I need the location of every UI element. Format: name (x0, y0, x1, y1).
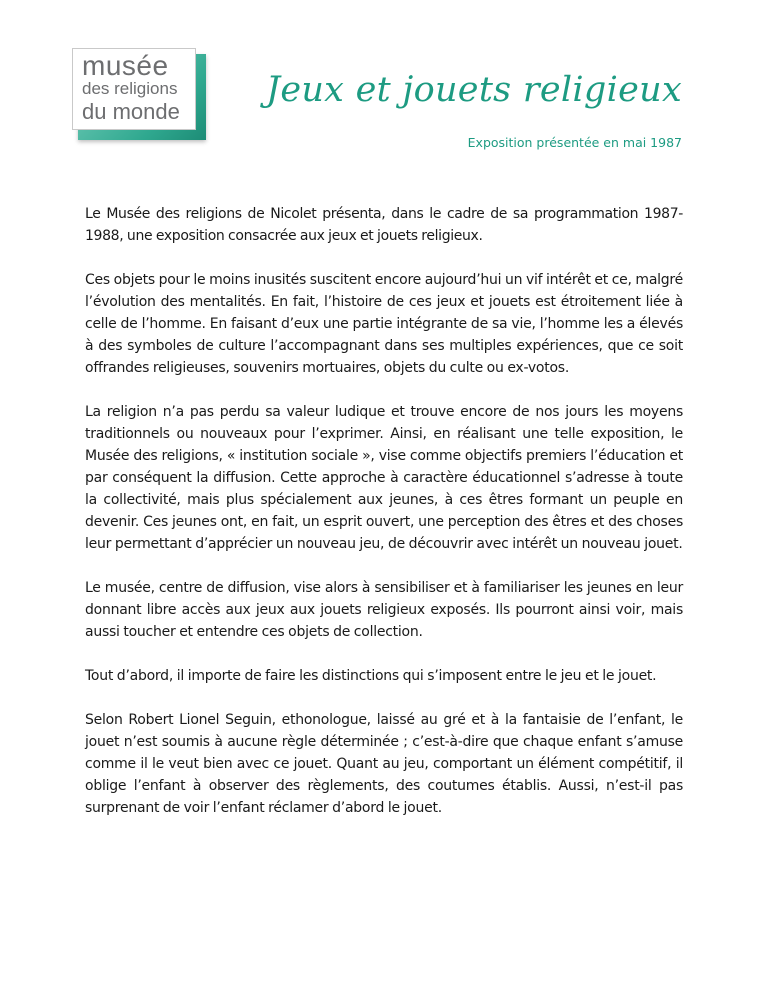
logo-line-2: des religions (82, 79, 178, 98)
paragraph-5: Tout d’abord, il importe de faire les distinctions qui s’imposent entre le jeu et le jouet. (85, 668, 657, 684)
logo-box (72, 48, 196, 130)
paragraph-1: Le Musée des religions de Nicolet présenta, dans le cadre de sa programmation 1987-1988, une exposition consacrée aux jeux et jouets religieux. (85, 206, 683, 244)
page-title: Jeux et jouets religieux (265, 70, 682, 110)
page-subtitle: Exposition présentée en mai 1987 (467, 135, 682, 150)
paragraph-4: Le musée, centre de diffusion, vise alors à sensibiliser et à familiariser les jeunes en leur donnant libre accès aux jeux aux jouets religieux exposés. Ils pourront ainsi voir, mais aussi toucher et entendre ces objets de collection. (85, 580, 683, 640)
logo-line-3: du monde (82, 99, 180, 124)
paragraph-2: Ces objets pour le moins inusités suscitent encore aujourd’hui un vif intérêt et ce, malgré l’évolution des mentalités. En fait, l’histoire de ces jeux et jouets est étroitement liée à celle de l’homme. En faisant d’eux une partie intégrante de sa vie, l’homme les a élevés à des symboles de culture l’accompagnant dans ses multiples expériences, que ce soit offrandes religieuses, souvenirs mortuaires, objets du culte ou ex-votos. (85, 272, 683, 376)
logo-line-1: musée (82, 50, 169, 81)
paragraph-3: La religion n’a pas perdu sa valeur ludique et trouve encore de nos jours les moyens traditionnels ou nouveaux pour l’exprimer. Ainsi, en réalisant une telle exposition, le Musée des religions, « institution sociale », vise comme objectifs premiers l’éducation et par conséquent la diffusion. Cette approche à caractère éducationnel s’adresse à toute la collectivité, mais plus spécialement aux jeunes, à ces êtres formant un peuple en devenir. Ces jeunes ont, en fait, un esprit ouvert, une perception des êtres et des choses leur permettant d’apprécier un nouveau jeu, de découvrir avec intérêt un nouveau jouet. (85, 404, 683, 552)
paragraph-6: Selon Robert Lionel Seguin, ethonologue, laissé au gré et à la fantaisie de l’enfant, le jouet n’est soumis à aucune règle déterminée ; c’est-à-dire que chaque enfant s’amuse comme il le veut bien avec ce jouet. Quant au jeu, comportant un élément compétitif, il oblige l’enfant à observer des règlements, des coutumes établis. Aussi, n’est-il pas surprenant de voir l’enfant réclamer d’abord le jouet. (85, 712, 683, 816)
article-body (85, 203, 683, 819)
museum-logo (72, 48, 208, 140)
